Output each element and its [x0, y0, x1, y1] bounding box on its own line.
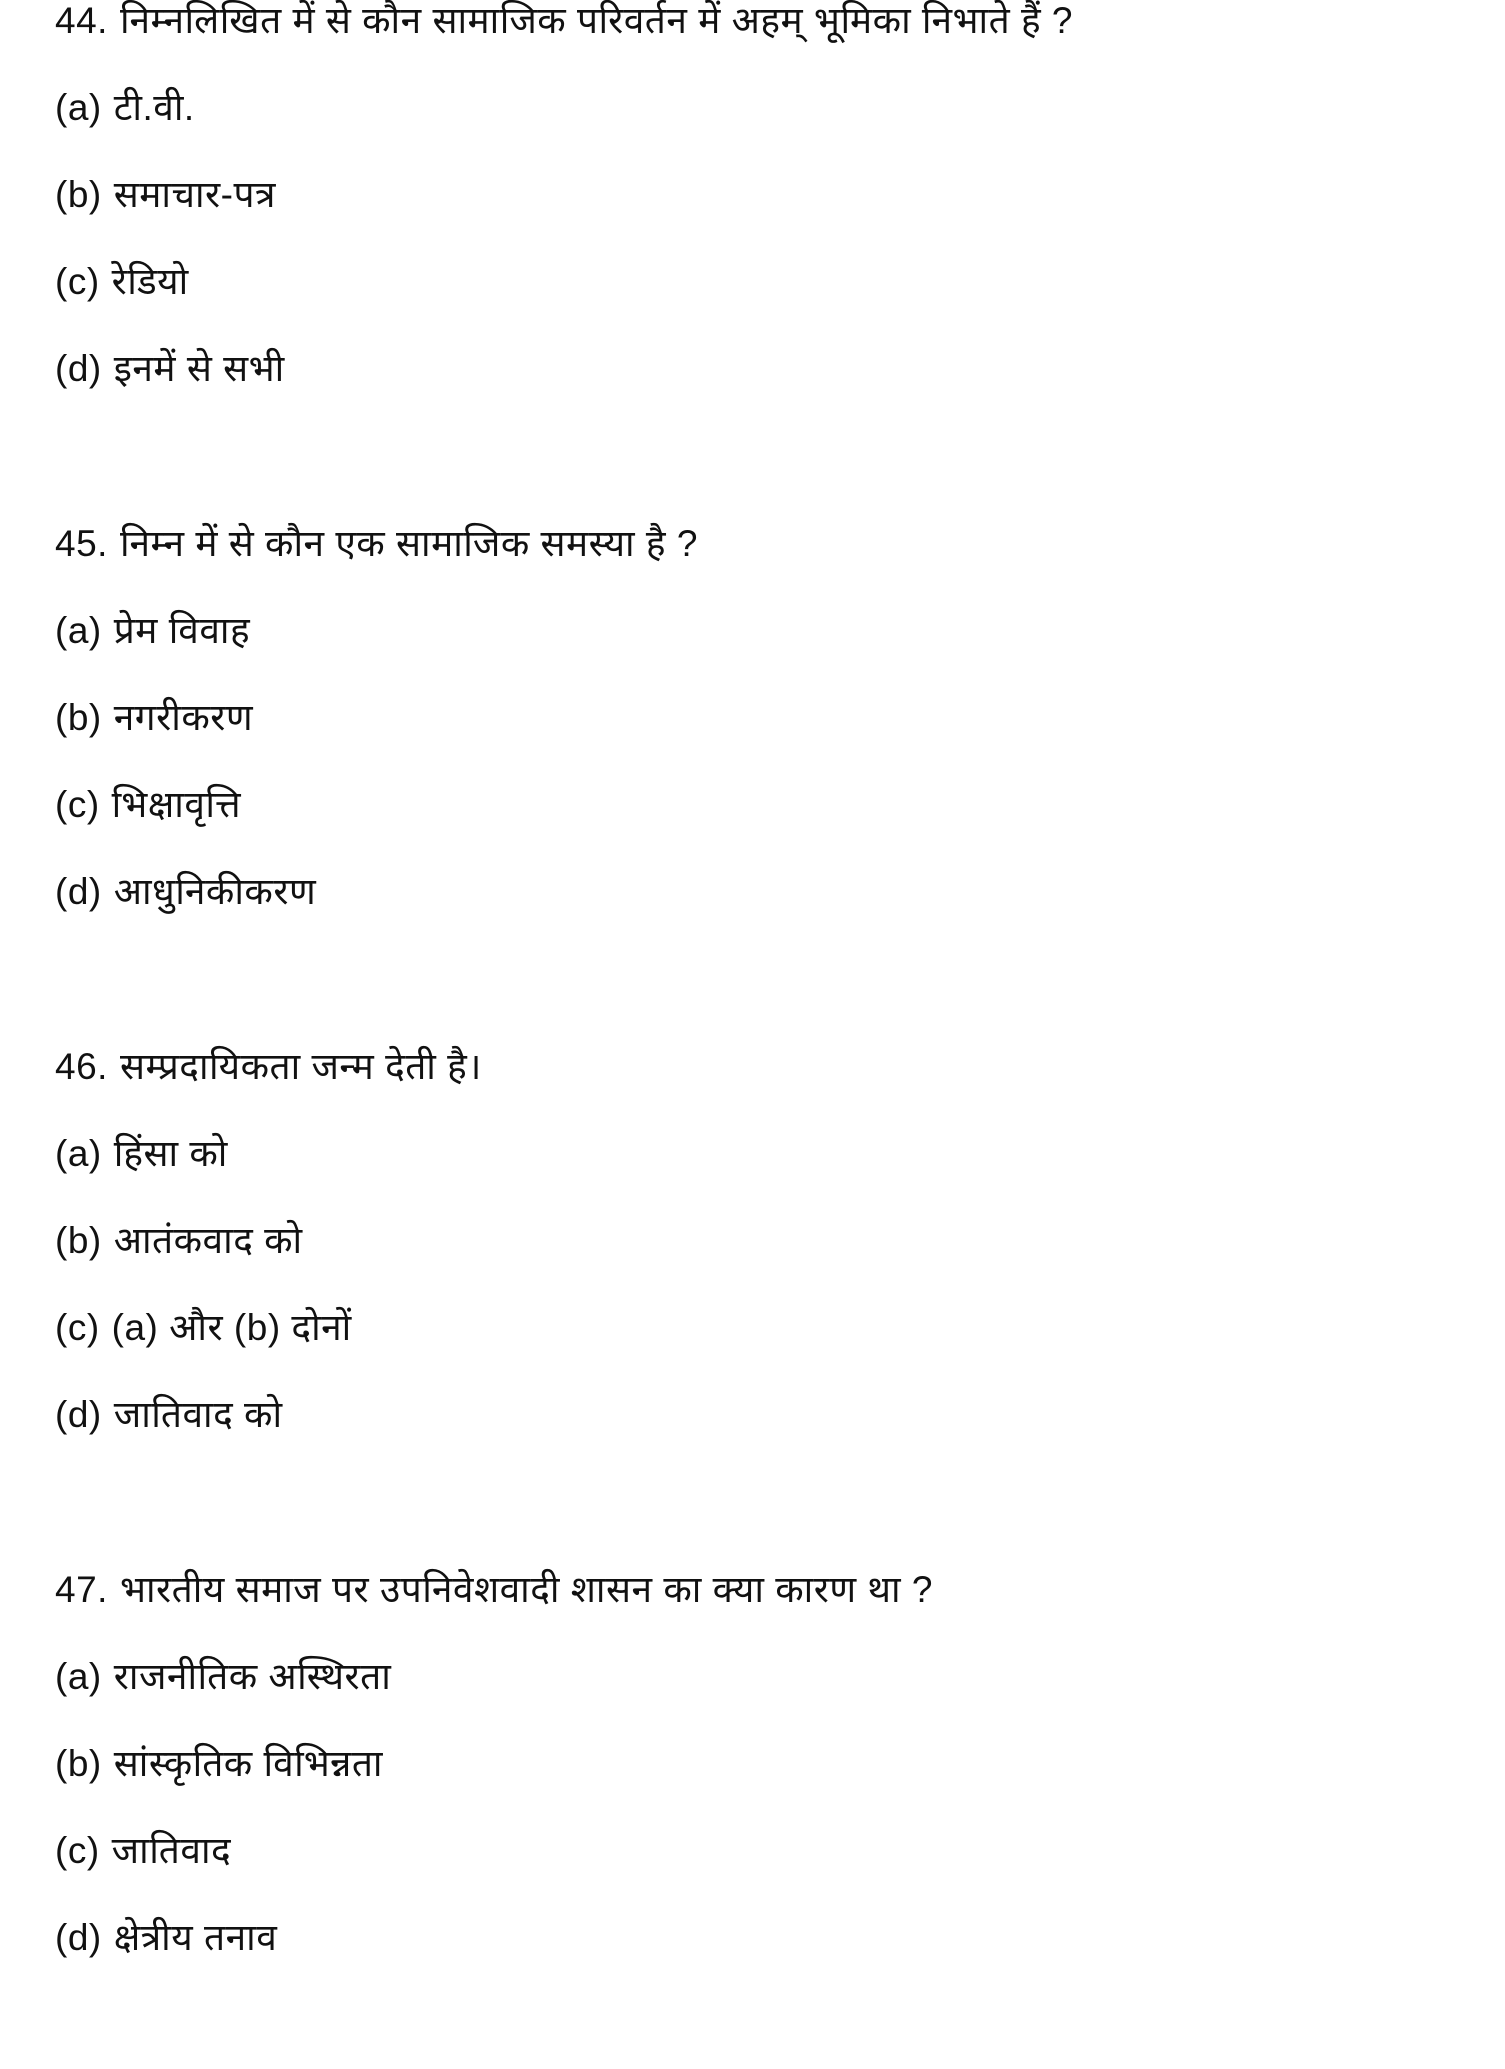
option-line	[55, 238, 1073, 325]
option-text: रेडियो	[111, 261, 189, 302]
question-number: 47.	[55, 1569, 108, 1610]
option-line	[55, 1633, 1073, 1720]
option-label: (b)	[55, 174, 102, 215]
option-line	[55, 1197, 1073, 1284]
question-line	[55, 1546, 1073, 1633]
question-line	[55, 500, 1073, 587]
option-text: भिक्षावृत्ति	[111, 784, 242, 825]
option-label: (b)	[55, 1743, 102, 1784]
option-label: (d)	[55, 1394, 102, 1435]
question-page	[55, 0, 1073, 2069]
option-text: जातिवाद	[111, 1830, 232, 1871]
question-number: 46.	[55, 1046, 108, 1087]
option-line	[55, 1371, 1073, 1458]
option-label: (c)	[55, 784, 100, 825]
option-label: (a)	[55, 610, 102, 651]
option-line	[55, 1807, 1073, 1894]
question-block	[55, 500, 1073, 935]
option-label: (c)	[55, 261, 100, 302]
question-line	[55, 1023, 1073, 1110]
question-block	[55, 1023, 1073, 1458]
option-text: क्षेत्रीय तनाव	[113, 1917, 278, 1958]
option-line	[55, 1110, 1073, 1197]
option-label: (c)	[55, 1307, 100, 1348]
option-line	[55, 674, 1073, 761]
question-text: निम्नलिखित में से कौन सामाजिक परिवर्तन में अहम् भूमिका निभाते हैं ?	[119, 0, 1074, 41]
option-label: (d)	[55, 348, 102, 389]
option-text: टी.वी.	[113, 87, 195, 128]
option-line	[55, 1894, 1073, 1981]
option-text: (a) और (b) दोनों	[111, 1307, 352, 1348]
option-label: (a)	[55, 87, 102, 128]
option-text: राजनीतिक अस्थिरता	[113, 1656, 392, 1697]
question-number: 44.	[55, 0, 108, 41]
option-line	[55, 761, 1073, 848]
question-line	[55, 0, 1073, 64]
question-number: 45.	[55, 523, 108, 564]
option-line	[55, 325, 1073, 412]
option-line	[55, 151, 1073, 238]
option-text: आतंकवाद को	[113, 1220, 303, 1261]
option-text: आधुनिकीकरण	[113, 871, 317, 912]
option-text: समाचार-पत्र	[113, 174, 276, 215]
option-text: सांस्कृतिक विभिन्नता	[113, 1743, 384, 1784]
option-text: इनमें से सभी	[113, 348, 285, 389]
question-text: निम्न में से कौन एक सामाजिक समस्या है ?	[119, 523, 698, 564]
question-text: सम्प्रदायिकता जन्म देती है।	[119, 1046, 482, 1087]
option-line	[55, 1284, 1073, 1371]
option-text: प्रेम विवाह	[113, 610, 251, 651]
option-label: (c)	[55, 1830, 100, 1871]
option-line	[55, 848, 1073, 935]
option-label: (d)	[55, 1917, 102, 1958]
question-block	[55, 0, 1073, 412]
option-text: हिंसा को	[113, 1133, 228, 1174]
option-line	[55, 587, 1073, 674]
question-block	[55, 1546, 1073, 1981]
option-label: (b)	[55, 1220, 102, 1261]
option-line	[55, 1720, 1073, 1807]
option-label: (a)	[55, 1656, 102, 1697]
option-label: (b)	[55, 697, 102, 738]
question-text: भारतीय समाज पर उपनिवेशवादी शासन का क्या कारण था ?	[119, 1569, 933, 1610]
option-line	[55, 64, 1073, 151]
option-label: (a)	[55, 1133, 102, 1174]
option-text: जातिवाद को	[113, 1394, 283, 1435]
option-text: नगरीकरण	[113, 697, 254, 738]
option-label: (d)	[55, 871, 102, 912]
